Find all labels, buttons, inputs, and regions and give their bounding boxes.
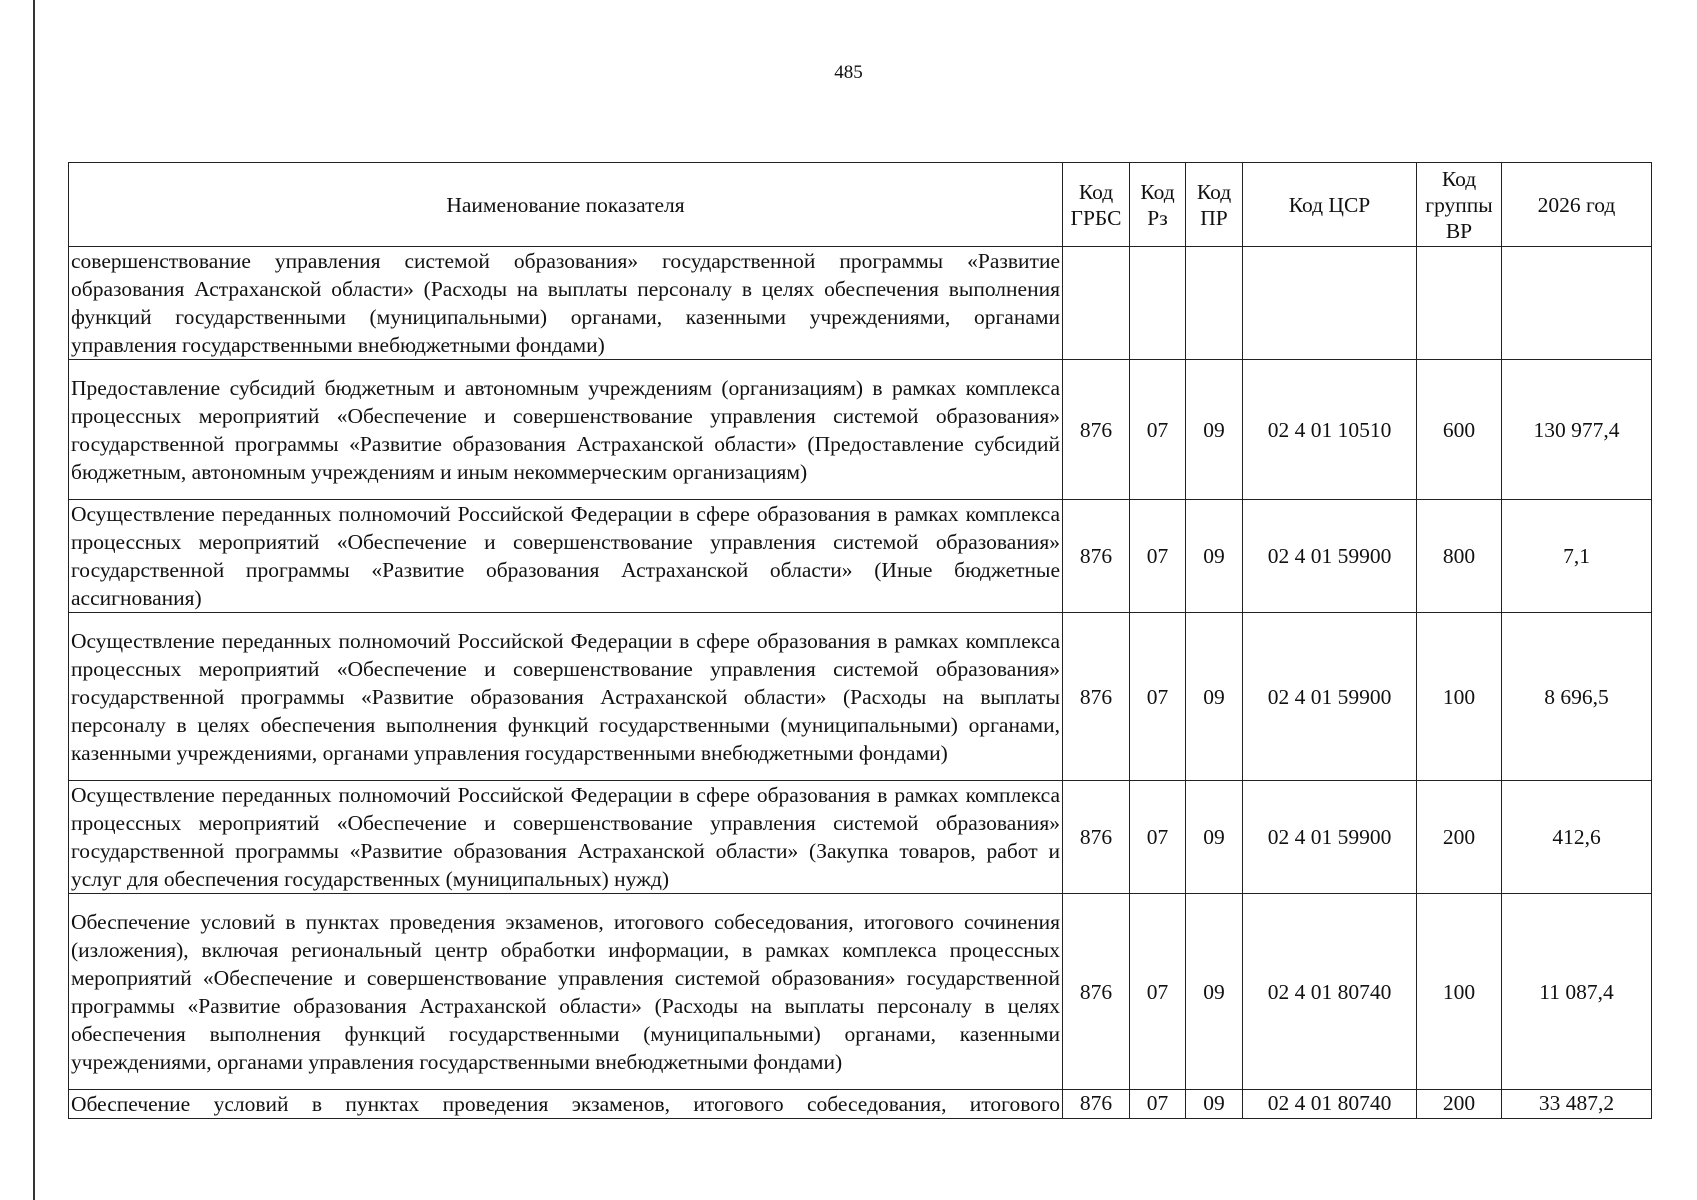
row-rz: 07 <box>1130 613 1186 781</box>
row-csr: 02 4 01 80740 <box>1243 1090 1417 1119</box>
table-row <box>69 1090 1652 1119</box>
row-name: Обеспечение условий в пунктах проведения экзаменов, итогового собеседования, итогового <box>69 1090 1063 1119</box>
header-name: Наименование показателя <box>69 163 1063 247</box>
row-amount: 130 977,4 <box>1502 360 1652 500</box>
row-grbs: 876 <box>1063 781 1130 894</box>
table-row <box>69 894 1652 1090</box>
row-name: Предоставление субсидий бюджетным и автономным учреждениям (организациям) в рамках комплекса процессных мероприятий «Обеспечение и совершенствование управления системой образования» государственной программы «Развитие образования Астраханской области» (Предоставление субсидий бюджетным, автономным учреждениям и иным некоммерческим организациям) <box>69 360 1063 500</box>
table-row <box>69 247 1652 360</box>
row-rz: 07 <box>1130 894 1186 1090</box>
row-rz: 07 <box>1130 500 1186 613</box>
row-pr: 09 <box>1186 894 1243 1090</box>
row-name: Осуществление переданных полномочий Российской Федерации в сфере образования в рамках комплекса процессных мероприятий «Обеспечение и совершенствование управления системой образования» государственной программы «Развитие образования Астраханской области» (Иные бюджетные ассигнования) <box>69 500 1063 613</box>
row-amount <box>1502 247 1652 360</box>
row-grbs: 876 <box>1063 500 1130 613</box>
row-name: Осуществление переданных полномочий Российской Федерации в сфере образования в рамках комплекса процессных мероприятий «Обеспечение и совершенствование управления системой образования» государственной программы «Развитие образования Астраханской области» (Расходы на выплаты персоналу в целях обеспечения выполнения функций государственными (муниципальными) органами, казенными учреждениями, органами управления государственными внебюджетными фондами) <box>69 613 1063 781</box>
row-pr: 09 <box>1186 1090 1243 1119</box>
row-amount: 412,6 <box>1502 781 1652 894</box>
binding-margin-line <box>33 0 35 1200</box>
row-amount: 33 487,2 <box>1502 1090 1652 1119</box>
header-csr: Код ЦСР <box>1243 163 1417 247</box>
row-amount: 7,1 <box>1502 500 1652 613</box>
row-csr: 02 4 01 59900 <box>1243 613 1417 781</box>
row-amount: 11 087,4 <box>1502 894 1652 1090</box>
row-vr <box>1417 247 1502 360</box>
row-vr: 600 <box>1417 360 1502 500</box>
row-pr: 09 <box>1186 613 1243 781</box>
row-amount: 8 696,5 <box>1502 613 1652 781</box>
header-pr: Код ПР <box>1186 163 1243 247</box>
row-rz: 07 <box>1130 781 1186 894</box>
table-row <box>69 360 1652 500</box>
table-header-row <box>69 163 1652 247</box>
row-grbs: 876 <box>1063 360 1130 500</box>
row-name: Обеспечение условий в пунктах проведения экзаменов, итогового собеседования, итогового сочинения (изложения), включая региональный центр обработки информации, в рамках комплекса процессных мероприятий «Обеспечение и совершенствование управления системой образования» государственной программы «Развитие образования Астраханской области» (Расходы на выплаты персоналу в целях обеспечения выполнения функций государственными (муниципальными) органами, казенными учреждениями, органами управления государственными внебюджетными фондами) <box>69 894 1063 1090</box>
row-name: совершенствование управления системой образования» государственной программы «Развитие образования Астраханской области» (Расходы на выплаты персоналу в целях обеспечения выполнения функций государственными (муниципальными) органами, казенными учреждениями, органами управления государственными внебюджетными фондами) <box>69 247 1063 360</box>
table-row <box>69 781 1652 894</box>
row-pr: 09 <box>1186 500 1243 613</box>
row-rz <box>1130 247 1186 360</box>
budget-table <box>68 162 1652 1119</box>
row-rz: 07 <box>1130 1090 1186 1119</box>
row-csr <box>1243 247 1417 360</box>
row-grbs <box>1063 247 1130 360</box>
row-vr: 100 <box>1417 613 1502 781</box>
row-pr: 09 <box>1186 781 1243 894</box>
row-csr: 02 4 01 80740 <box>1243 894 1417 1090</box>
row-vr: 100 <box>1417 894 1502 1090</box>
header-vr: Код группы ВР <box>1417 163 1502 247</box>
row-csr: 02 4 01 10510 <box>1243 360 1417 500</box>
table-row <box>69 500 1652 613</box>
page-number: 485 <box>834 62 863 83</box>
header-rz: Код Рз <box>1130 163 1186 247</box>
header-year: 2026 год <box>1502 163 1652 247</box>
table-row <box>69 613 1652 781</box>
row-csr: 02 4 01 59900 <box>1243 781 1417 894</box>
row-vr: 200 <box>1417 1090 1502 1119</box>
row-vr: 200 <box>1417 781 1502 894</box>
row-csr: 02 4 01 59900 <box>1243 500 1417 613</box>
row-pr <box>1186 247 1243 360</box>
row-vr: 800 <box>1417 500 1502 613</box>
row-grbs: 876 <box>1063 1090 1130 1119</box>
row-pr: 09 <box>1186 360 1243 500</box>
row-rz: 07 <box>1130 360 1186 500</box>
row-grbs: 876 <box>1063 613 1130 781</box>
row-grbs: 876 <box>1063 894 1130 1090</box>
header-grbs: Код ГРБС <box>1063 163 1130 247</box>
row-name: Осуществление переданных полномочий Российской Федерации в сфере образования в рамках комплекса процессных мероприятий «Обеспечение и совершенствование управления системой образования» государственной программы «Развитие образования Астраханской области» (Закупка товаров, работ и услуг для обеспечения государственных (муниципальных) нужд) <box>69 781 1063 894</box>
